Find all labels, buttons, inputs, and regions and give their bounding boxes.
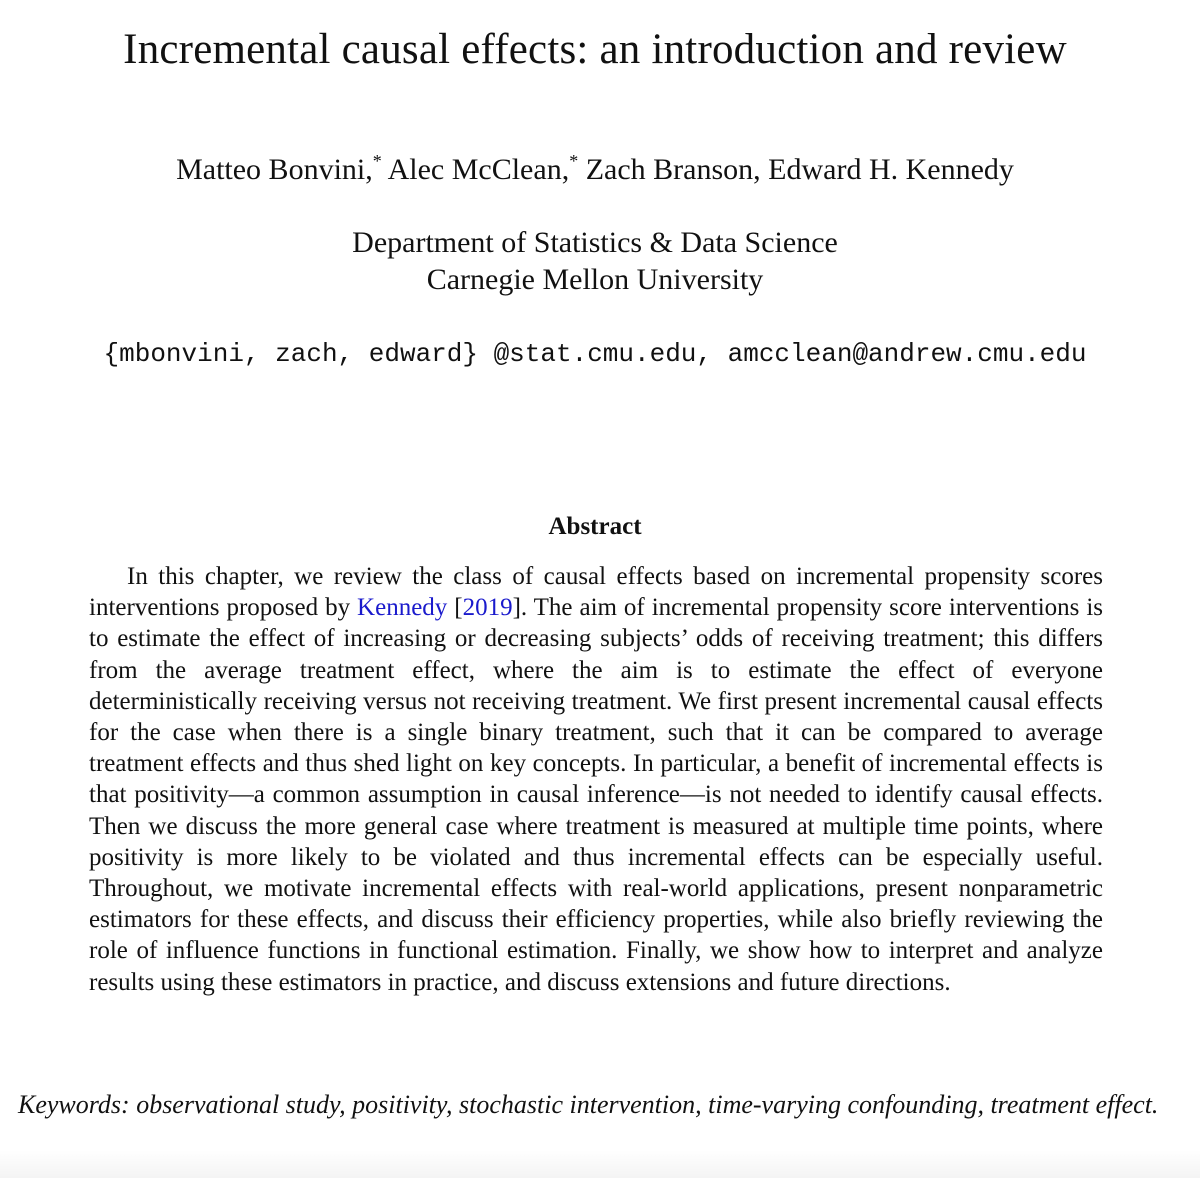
equal-contribution-mark: * xyxy=(372,151,382,171)
affiliation xyxy=(0,224,1190,298)
page-bottom-edge xyxy=(0,1150,1200,1178)
abstract-intro-text: In this chapter, we review the class of causal effects based on incremental propensity scores interventions proposed by xyxy=(89,563,1103,622)
equal-contribution-mark: * xyxy=(569,151,579,171)
abstract-main-text: . The aim of incremental propensity score interventions is to estimate the effect of increasing or decreasing subjects’ odds of receiving treatment; this differs from the average treatment effect, where the aim is to estimate the effect of everyone deterministically receiving versus not receiving treatment. We first present incremental causal effects for the case when there is a single binary treatment, such that it can be compared to average treatment effects and thus shed light on key concepts. In particular, a benefit of incremental effects is that positivity—a common assumption in causal inference—is not needed to identify causal effects. Then we discuss the more general case where treatment is measured at multiple time points, where positivity is more likely to be violated and thus incremental effects can be especially useful. Throughout, we motivate incremental effects with real-world applications, present nonparametric estimators for these effects, and discuss their efficiency properties, while also briefly reviewing the role of influence functions in functional estimation. Finally, we show how to interpret and analyze results using these estimators in practice, and discuss extensions and future directions. xyxy=(89,594,1103,996)
author-name: Matteo Bonvini, xyxy=(176,153,373,186)
abstract-body xyxy=(89,561,1103,998)
author-name: Edward H. Kennedy xyxy=(768,153,1014,186)
author-list xyxy=(0,150,1190,190)
abstract-paragraph xyxy=(89,561,1103,998)
affiliation-university: Carnegie Mellon University xyxy=(426,263,764,296)
paper-title: Incremental causal effects: an introduction and review xyxy=(123,26,1067,73)
keywords: Keywords: observational study, positivity, stochastic intervention, time-varying confounding, treatment effect. xyxy=(18,1090,1159,1119)
abstract-heading: Abstract xyxy=(548,513,642,540)
author-emails: {mbonvini, zach, edward} @stat.cmu.edu, amcclean@andrew.cmu.edu xyxy=(103,339,1087,369)
citation-bracket-open: [ xyxy=(447,594,463,622)
author-name: Zach Branson, xyxy=(585,153,761,186)
citation-author-link[interactable]: Kennedy xyxy=(357,594,448,622)
affiliation-department: Department of Statistics & Data Science xyxy=(352,226,838,259)
citation-bracket-close: ] xyxy=(512,594,521,622)
citation-year-link[interactable]: 2019 xyxy=(462,594,513,622)
author-name: Alec McClean, xyxy=(387,153,570,186)
